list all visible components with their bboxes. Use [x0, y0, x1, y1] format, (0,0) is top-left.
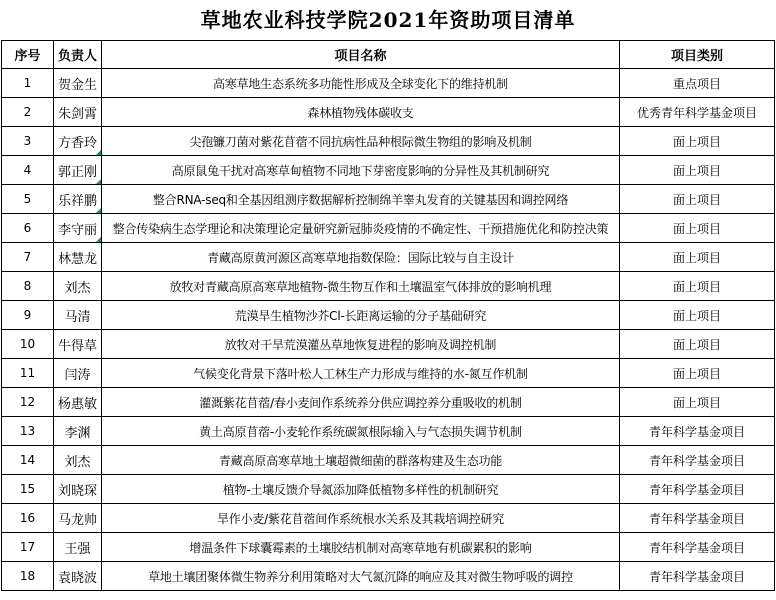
cell-idx[interactable]: 5	[2, 185, 54, 214]
cell-project[interactable]: 旱作小麦/紫花苜蓿间作系统根水关系及其栽培调控研究	[102, 504, 620, 533]
table-row	[2, 272, 775, 301]
cell-idx[interactable]: 4	[2, 156, 54, 185]
cell-project[interactable]: 青藏高原高寒草地土壤超微细菌的群落构建及生态功能	[102, 446, 620, 475]
cell-idx[interactable]: 16	[2, 504, 54, 533]
cell-idx[interactable]: 7	[2, 243, 54, 272]
cell-person[interactable]: 马龙帅	[54, 504, 102, 533]
cell-idx[interactable]: 2	[2, 98, 54, 127]
table-row	[2, 301, 775, 330]
cell-idx[interactable]: 8	[2, 272, 54, 301]
cell-idx[interactable]: 10	[2, 330, 54, 359]
cell-person[interactable]: 刘杰	[54, 446, 102, 475]
cell-project[interactable]: 草地土壤团聚体微生物养分利用策略对大气氮沉降的响应及其对微生物呼吸的调控	[102, 562, 620, 591]
cell-person[interactable]: 贺金生	[54, 69, 102, 98]
table-row	[2, 475, 775, 504]
cell-project[interactable]: 青藏高原黄河源区高寒草地指数保险：国际比较与自主设计	[102, 243, 620, 272]
cell-category[interactable]: 青年科学基金项目	[620, 533, 775, 562]
cell-person[interactable]: 王强	[54, 533, 102, 562]
cell-category[interactable]: 面上项目	[620, 330, 775, 359]
cell-project[interactable]: 荒漠旱生植物沙芥Cl-长距离运输的分子基础研究	[102, 301, 620, 330]
table-row	[2, 69, 775, 98]
cell-category[interactable]: 面上项目	[620, 127, 775, 156]
cell-person[interactable]: 方香玲	[54, 127, 102, 156]
cell-category[interactable]: 面上项目	[620, 214, 775, 243]
cell-idx[interactable]: 11	[2, 359, 54, 388]
header-idx[interactable]: 序号	[2, 41, 54, 69]
cell-project[interactable]: 灌溉紫花苜蓿/春小麦间作系统养分供应调控养分重吸收的机制	[102, 388, 620, 417]
cell-category[interactable]: 面上项目	[620, 156, 775, 185]
cell-category[interactable]: 面上项目	[620, 301, 775, 330]
cell-category[interactable]: 面上项目	[620, 359, 775, 388]
cell-person[interactable]: 杨惠敏	[54, 388, 102, 417]
cell-person[interactable]: 乐祥鹏	[54, 185, 102, 214]
table-row	[2, 417, 775, 446]
cell-idx[interactable]: 18	[2, 562, 54, 591]
cell-project[interactable]: 放牧对干旱荒漠灌丛草地恢复进程的影响及调控机制	[102, 330, 620, 359]
cell-category[interactable]: 青年科学基金项目	[620, 446, 775, 475]
funding-table	[1, 40, 775, 591]
cell-category[interactable]: 青年科学基金项目	[620, 504, 775, 533]
cell-project[interactable]: 放牧对青藏高原高寒草地植物-微生物互作和土壤温室气体排放的影响机理	[102, 272, 620, 301]
cell-category[interactable]: 重点项目	[620, 69, 775, 98]
table-row	[2, 330, 775, 359]
cell-project[interactable]: 尖孢镰刀菌对紫花苜蓿不同抗病性品种根际微生物组的影响及机制	[102, 127, 620, 156]
cell-project[interactable]: 植物-土壤反馈介导氮添加降低植物多样性的机制研究	[102, 475, 620, 504]
table-row	[2, 388, 775, 417]
cell-project[interactable]: 高原鼠兔干扰对高寒草甸植物不同地下芽密度影响的分异性及其机制研究	[102, 156, 620, 185]
table-row	[2, 504, 775, 533]
cell-category[interactable]: 面上项目	[620, 388, 775, 417]
cell-category[interactable]: 面上项目	[620, 272, 775, 301]
cell-person[interactable]: 李渊	[54, 417, 102, 446]
cell-project[interactable]: 高寒草地生态系统多功能性形成及全球变化下的维持机制	[102, 69, 620, 98]
cell-idx[interactable]: 3	[2, 127, 54, 156]
cell-person[interactable]: 袁晓波	[54, 562, 102, 591]
cell-project[interactable]: 整合RNA-seq和全基因组测序数据解析控制绵羊睾丸发育的关键基因和调控网络	[102, 185, 620, 214]
cell-category[interactable]: 青年科学基金项目	[620, 562, 775, 591]
cell-idx[interactable]: 12	[2, 388, 54, 417]
table-row	[2, 359, 775, 388]
cell-idx[interactable]: 17	[2, 533, 54, 562]
table-row	[2, 533, 775, 562]
cell-category[interactable]: 优秀青年科学基金项目	[620, 98, 775, 127]
cell-person[interactable]: 刘晓琛	[54, 475, 102, 504]
cell-person[interactable]: 牛得草	[54, 330, 102, 359]
cell-person[interactable]: 李守丽	[54, 214, 102, 243]
cell-person[interactable]: 林慧龙	[54, 243, 102, 272]
table-row	[2, 185, 775, 214]
cell-idx[interactable]: 13	[2, 417, 54, 446]
cell-idx[interactable]: 1	[2, 69, 54, 98]
table-row	[2, 562, 775, 591]
cell-category[interactable]: 面上项目	[620, 243, 775, 272]
header-person[interactable]: 负责人	[54, 41, 102, 69]
page-title: 草地农业科技学院2021年资助项目清单	[200, 8, 576, 32]
cell-category[interactable]: 青年科学基金项目	[620, 417, 775, 446]
cell-idx[interactable]: 14	[2, 446, 54, 475]
header-category[interactable]: 项目类别	[620, 41, 775, 69]
table-row	[2, 243, 775, 272]
cell-project[interactable]: 增温条件下球囊霉素的土壤胶结机制对高寒草地有机碳累积的影响	[102, 533, 620, 562]
cell-category[interactable]: 面上项目	[620, 185, 775, 214]
cell-project[interactable]: 整合传染病生态学理论和决策理论定量研究新冠肺炎疫情的不确定性、干预措施优化和防控决策	[102, 214, 620, 243]
cell-project[interactable]: 黄土高原苜蓿-小麦轮作系统碳氮根际输入与气态损失调节机制	[102, 417, 620, 446]
table-row	[2, 127, 775, 156]
table-header-row	[2, 41, 775, 69]
table-body	[2, 69, 775, 591]
table-row	[2, 446, 775, 475]
cell-person[interactable]: 闫涛	[54, 359, 102, 388]
cell-project[interactable]: 气候变化背景下落叶松人工林生产力形成与维持的水-氮互作机制	[102, 359, 620, 388]
table-row	[2, 98, 775, 127]
cell-person[interactable]: 郭正刚	[54, 156, 102, 185]
cell-category[interactable]: 青年科学基金项目	[620, 475, 775, 504]
cell-person[interactable]: 朱剑霄	[54, 98, 102, 127]
cell-project[interactable]: 森林植物残体碳收支	[102, 98, 620, 127]
cell-person[interactable]: 刘杰	[54, 272, 102, 301]
cell-idx[interactable]: 15	[2, 475, 54, 504]
cell-idx[interactable]: 9	[2, 301, 54, 330]
header-project[interactable]: 项目名称	[102, 41, 620, 69]
table-row	[2, 214, 775, 243]
table-row	[2, 156, 775, 185]
cell-idx[interactable]: 6	[2, 214, 54, 243]
cell-person[interactable]: 马清	[54, 301, 102, 330]
